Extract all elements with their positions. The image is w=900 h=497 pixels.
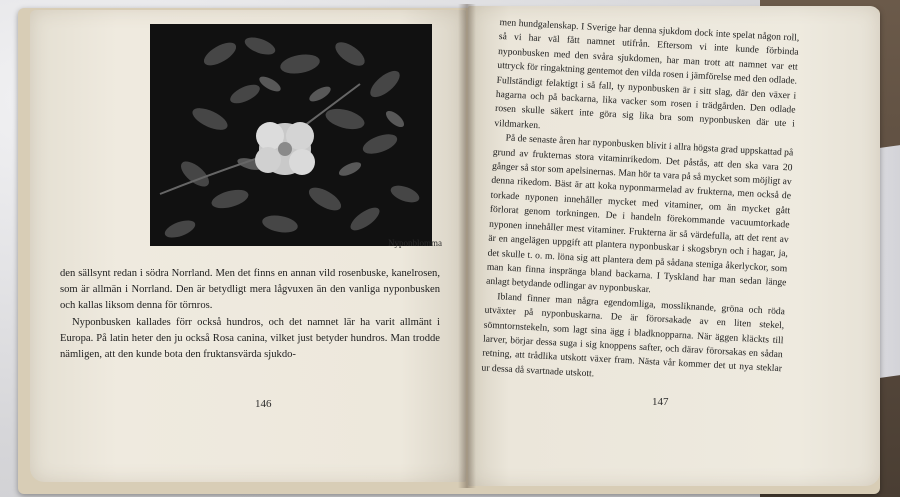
photo-caption: Nyponblomma bbox=[388, 238, 442, 248]
left-paragraph-1: den sällsynt redan i södra Norrland. Men det finns en annan vild rosenbuske, kanelrosen, som är allmän i Norrland. Den är betydligt mera lågvuxen än den vanliga nyponbusken och kallas liksom denna för törnros. bbox=[60, 268, 440, 312]
left-paragraph-2: Nyponbusken kallades förr också hundros, och det namnet lär ha varit allmänt i Europa. På latin heter den ju också Rosa canina, vilket just betyder hundros. Man trodde nämligen, att den kunde bota den fruktansvärda sjukdo- bbox=[60, 316, 440, 361]
right-page-text bbox=[481, 16, 799, 391]
book-gutter bbox=[458, 4, 476, 488]
right-paragraph-3: Ibland finner man några egendomliga, mossliknande, gröna och röda utväxter på nyponbuskarna. De är förorsakade av en liten stekel, sömntornstekeln, som lagt sina ägg i bladknopparna. När äggen kläckts till larver, börjar dessa suga i sig knoppens safter, och därav förorsakas en sådan retning, att trådlika utskott växer fram. Nästa vår kommer det ut nya steklar ur dessa då svartnade utskott. bbox=[481, 290, 786, 380]
right-paragraph-1: men hundgalenskap. I Sverige har denna sjukdom dock inte spelat någon roll, så vi har väl fått namnet utifrån. Eftersom vi inte kunde förbinda nyponbusken med den svåra sjukdomen, har man trott att namnet var ett uttryck för ringaktning gentemot den vilda rosen i jämförelse med den odlade. Fullständigt felaktigt i så fall, ty nyponbusken är i sitt slag, där den växer i hagarna och på backarna, lika vacker som rosen i trädgården. Den odlade rosen skulle säkert inte göra sig lika bra som nyponbusken där ute i vildmarken. bbox=[494, 16, 800, 132]
right-paragraph-2: På de senaste åren har nyponbusken blivit i allra högsta grad uppskattad på grund av frukternas stora vitaminrikedom. Det påstås, att den ska vara 20 gånger så stor som apelsinernas. Man hör ta vara på så mycket som möjligt av denna rikedom. Bäst är att koka nyponmarmelad av frukterna, men också de torkade nyponen innehåller mycket med vitaminer, om än mycket gått förlorat genom torkningen. De i handeln förekommande vacuumtorkade nyponen innehåller mest vitaminer. Frukterna är så värdefulla, att det rent av är en angelägen uppgift att plantera nyponbuskar i skogsbryn och i hagar, ja, det skulle t. o. m. löna sig att plantera dem på sådana steniga åkerlyckor, som man kan finna inspränga bland backarna. I Tyskland har man sedan länge anlagt betydande odlingar av nyponbuskar. bbox=[485, 132, 794, 296]
rose-photograph bbox=[150, 24, 432, 246]
left-page-number: 146 bbox=[255, 398, 272, 410]
right-page-number: 147 bbox=[652, 396, 669, 408]
left-page-text bbox=[60, 266, 440, 363]
rose-photo-image bbox=[150, 24, 432, 246]
